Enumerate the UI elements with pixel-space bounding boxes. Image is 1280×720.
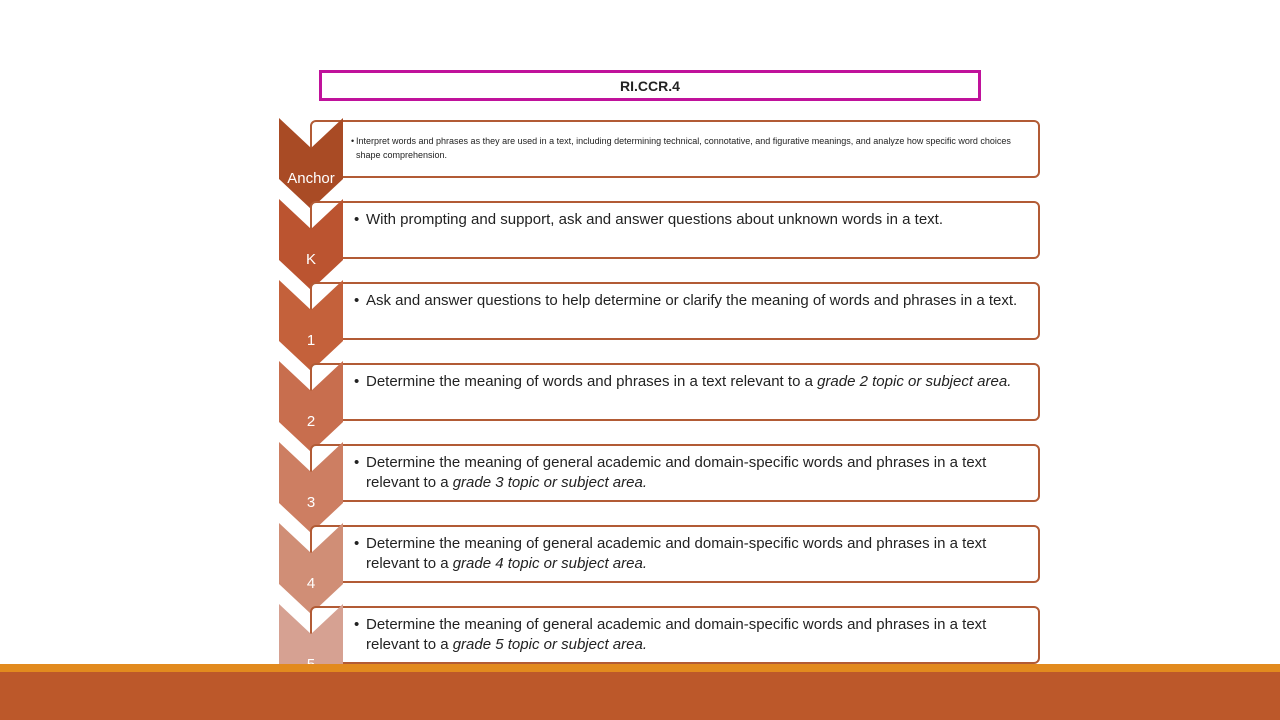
footer-band (0, 672, 1280, 720)
grade-label: Anchor (287, 169, 335, 187)
standard-text-main: Determine the meaning of general academic and domain-specific words and phrases in a text relevant to a (366, 535, 987, 572)
standard-text-main: Determine the meaning of words and phrases in a text relevant to a (366, 373, 818, 390)
standard-bullet (352, 134, 1027, 162)
grade-chevron (279, 199, 343, 290)
standard-text-main: Determine the meaning of general academic and domain-specific words and phrases in a text relevant to a (366, 616, 987, 653)
standard-text-italic: grade 3 topic or subject area. (452, 474, 648, 491)
footer-stripe (0, 664, 1280, 672)
grade-chevron (279, 118, 343, 209)
standard-text (354, 615, 1029, 655)
standard-text (354, 534, 1029, 574)
bullet-dot: • (354, 616, 360, 633)
grade-chevron (279, 523, 343, 614)
standard-text-main: Interpret words and phrases as they are used in a text, including determining technical, connotative, and figurative meanings, and analyze how specific word choices shape comprehension. (356, 136, 1011, 160)
standard-text (354, 210, 1029, 230)
bullet-dot: • (351, 136, 355, 146)
standard-text-italic: grade 5 topic or subject area. (452, 636, 648, 653)
standard-bullet (354, 372, 1029, 392)
standard-bullet (354, 210, 1029, 230)
bullet-dot: • (354, 211, 360, 228)
standard-text (354, 291, 1029, 311)
grade-chevron (279, 280, 343, 371)
grade-chevron (279, 361, 343, 452)
bullet-dot: • (354, 535, 360, 552)
grade-chevron (279, 442, 343, 533)
grade-label: 4 (306, 574, 316, 592)
standard-text-italic: grade 2 topic or subject area. (817, 373, 1012, 390)
grade-label: 2 (306, 412, 316, 430)
bullet-dot: • (354, 373, 360, 390)
grade-label: 1 (306, 331, 316, 349)
standard-bullet (354, 615, 1029, 655)
bullet-dot: • (354, 454, 360, 471)
standard-bullet (354, 291, 1029, 311)
standard-text-main: Determine the meaning of general academic and domain-specific words and phrases in a text relevant to a (366, 454, 987, 491)
standard-bullet (354, 453, 1029, 493)
grade-label: 3 (306, 493, 316, 511)
standard-text (354, 372, 1029, 392)
grade-label: K (305, 250, 316, 268)
standard-text-italic: grade 4 topic or subject area. (452, 555, 648, 572)
bullet-dot: • (354, 292, 360, 309)
standard-title: RI.CCR.4 (620, 77, 680, 94)
standard-title-box (319, 70, 981, 101)
standard-text-main: With prompting and support, ask and answer questions about unknown words in a text. (366, 211, 943, 228)
standard-text (352, 134, 1027, 162)
standard-text (354, 453, 1029, 493)
standard-text-main: Ask and answer questions to help determine or clarify the meaning of words and phrases in a text. (366, 292, 1018, 309)
standard-bullet (354, 534, 1029, 574)
